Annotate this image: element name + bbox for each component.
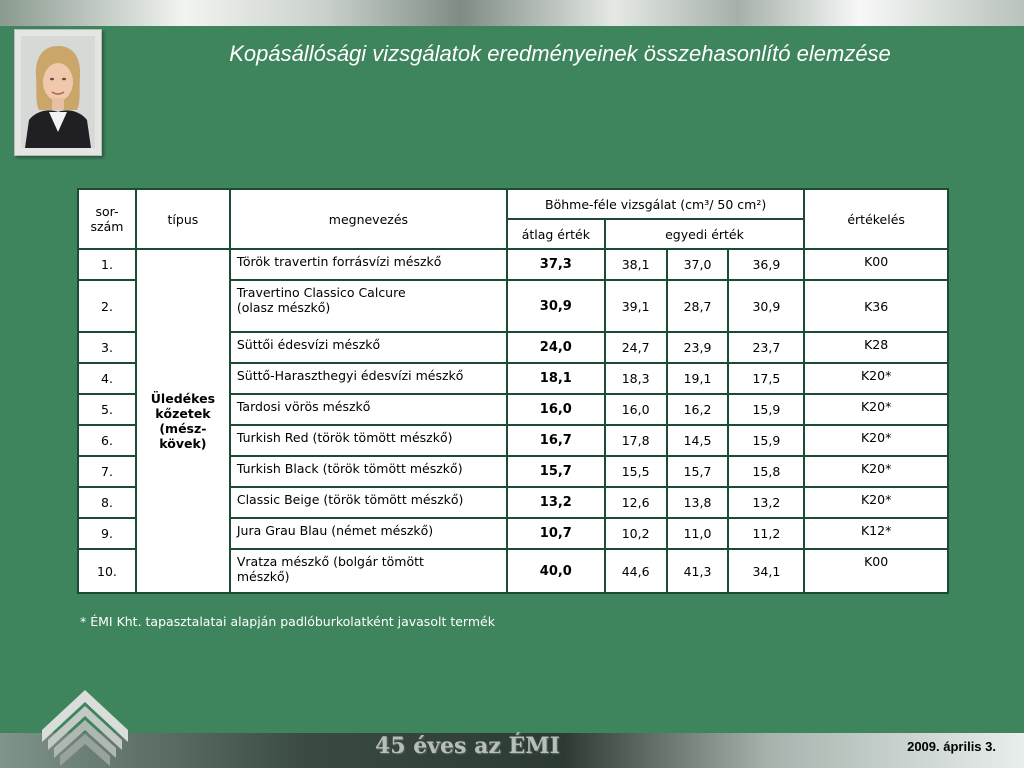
row-name-line1: Tardosi vörös mészkő <box>236 399 371 414</box>
header-tipus: típus <box>136 189 230 249</box>
row-name-line1: Török travertin forrásvízi mészkő <box>236 254 442 269</box>
row-value-3: 11,2 <box>728 518 804 549</box>
header-sorszam-line2: szám <box>90 219 124 234</box>
row-name <box>230 456 507 487</box>
row-name <box>230 249 507 280</box>
results-table <box>77 188 949 594</box>
presenter-photo <box>14 29 102 156</box>
row-name-line1: Turkish Red (török tömött mészkő) <box>236 430 453 445</box>
row-value-2: 13,8 <box>667 487 729 518</box>
row-value-1: 38,1 <box>605 249 667 280</box>
row-number: 8. <box>78 487 136 518</box>
row-value-1: 16,0 <box>605 394 667 425</box>
row-number: 1. <box>78 249 136 280</box>
row-value-2: 14,5 <box>667 425 729 456</box>
row-avg: 40,0 <box>507 549 605 593</box>
row-value-1: 12,6 <box>605 487 667 518</box>
row-rating: K00 <box>804 549 948 593</box>
tipus-group-cell <box>136 249 230 593</box>
row-value-2: 37,0 <box>667 249 729 280</box>
row-value-2: 28,7 <box>667 280 729 332</box>
row-rating: K20* <box>804 487 948 518</box>
row-rating: K20* <box>804 425 948 456</box>
row-value-2: 41,3 <box>667 549 729 593</box>
row-number: 9. <box>78 518 136 549</box>
tipus-line4: kövek) <box>159 436 207 451</box>
row-name-line2: mészkő) <box>236 569 290 584</box>
row-value-1: 39,1 <box>605 280 667 332</box>
row-value-2: 15,7 <box>667 456 729 487</box>
row-rating: K28 <box>804 332 948 363</box>
row-rating: K20* <box>804 456 948 487</box>
row-name-line1: Classic Beige (török tömött mészkő) <box>236 492 464 507</box>
presentation-date: 2009. április 3. <box>907 739 996 754</box>
row-avg: 16,0 <box>507 394 605 425</box>
slide-title: Kopásállósági vizsgálatok eredményeinek összehasonlító elemzése <box>229 41 891 66</box>
row-number: 4. <box>78 363 136 394</box>
row-rating: K20* <box>804 394 948 425</box>
row-rating: K20* <box>804 363 948 394</box>
footnote: * ÉMI Kht. tapasztalatai alapján padlóburkolatként javasolt termék <box>80 614 495 629</box>
row-value-2: 16,2 <box>667 394 729 425</box>
row-name <box>230 487 507 518</box>
row-name <box>230 394 507 425</box>
header-bohme: Böhme-féle vizsgálat (cm³/ 50 cm²) <box>507 189 804 219</box>
row-value-3: 15,8 <box>728 456 804 487</box>
row-number: 5. <box>78 394 136 425</box>
top-decorative-bar <box>0 0 1024 26</box>
row-name <box>230 280 507 332</box>
row-value-3: 34,1 <box>728 549 804 593</box>
portrait-icon <box>21 36 95 148</box>
row-value-2: 11,0 <box>667 518 729 549</box>
row-name-line2: (olasz mészkő) <box>236 300 331 315</box>
row-value-1: 10,2 <box>605 518 667 549</box>
row-name <box>230 363 507 394</box>
row-avg: 18,1 <box>507 363 605 394</box>
row-rating: K36 <box>804 280 948 332</box>
row-value-2: 19,1 <box>667 363 729 394</box>
row-number: 6. <box>78 425 136 456</box>
row-number: 7. <box>78 456 136 487</box>
header-ertekeles: értékelés <box>804 189 948 249</box>
row-avg: 16,7 <box>507 425 605 456</box>
row-name <box>230 425 507 456</box>
row-name-line1: Travertino Classico Calcure <box>236 285 406 300</box>
row-value-1: 24,7 <box>605 332 667 363</box>
header-sorszam <box>78 189 136 249</box>
row-rating: K12* <box>804 518 948 549</box>
row-value-3: 30,9 <box>728 280 804 332</box>
row-avg: 10,7 <box>507 518 605 549</box>
row-name-line1: Turkish Black (török tömött mészkő) <box>236 461 463 476</box>
row-name-line1: Süttő-Haraszthegyi édesvízi mészkő <box>236 368 464 383</box>
row-name <box>230 549 507 593</box>
row-value-2: 23,9 <box>667 332 729 363</box>
header-egyedi: egyedi érték <box>605 219 805 249</box>
anniversary-banner: 45 éves az ÉMI <box>375 733 560 759</box>
tipus-line2: kőzetek <box>155 406 211 421</box>
tipus-line1: Üledékes <box>150 391 216 406</box>
row-name-line1: Jura Grau Blau (német mészkő) <box>236 523 434 538</box>
header-megnevezes: megnevezés <box>230 189 507 249</box>
row-value-3: 23,7 <box>728 332 804 363</box>
row-name <box>230 332 507 363</box>
row-value-1: 44,6 <box>605 549 667 593</box>
row-avg: 15,7 <box>507 456 605 487</box>
row-avg: 24,0 <box>507 332 605 363</box>
row-value-1: 15,5 <box>605 456 667 487</box>
row-value-3: 15,9 <box>728 394 804 425</box>
row-value-3: 36,9 <box>728 249 804 280</box>
row-avg: 37,3 <box>507 249 605 280</box>
row-avg: 13,2 <box>507 487 605 518</box>
row-number: 10. <box>78 549 136 593</box>
row-value-3: 13,2 <box>728 487 804 518</box>
tipus-line3: (mész- <box>159 421 207 436</box>
row-value-1: 17,8 <box>605 425 667 456</box>
emi-logo-icon <box>42 690 128 768</box>
row-name-line1: Vratza mészkő (bolgár tömött <box>236 554 424 569</box>
header-atlag: átlag érték <box>507 219 605 249</box>
row-value-3: 15,9 <box>728 425 804 456</box>
row-number: 2. <box>78 280 136 332</box>
row-value-1: 18,3 <box>605 363 667 394</box>
row-name <box>230 518 507 549</box>
row-avg: 30,9 <box>507 280 605 332</box>
presenter-portrait <box>21 36 95 148</box>
row-name-line1: Süttői édesvízi mészkő <box>236 337 381 352</box>
row-number: 3. <box>78 332 136 363</box>
row-value-3: 17,5 <box>728 363 804 394</box>
row-rating: K00 <box>804 249 948 280</box>
header-sorszam-line1: sor- <box>95 204 119 219</box>
table-row <box>78 249 948 280</box>
